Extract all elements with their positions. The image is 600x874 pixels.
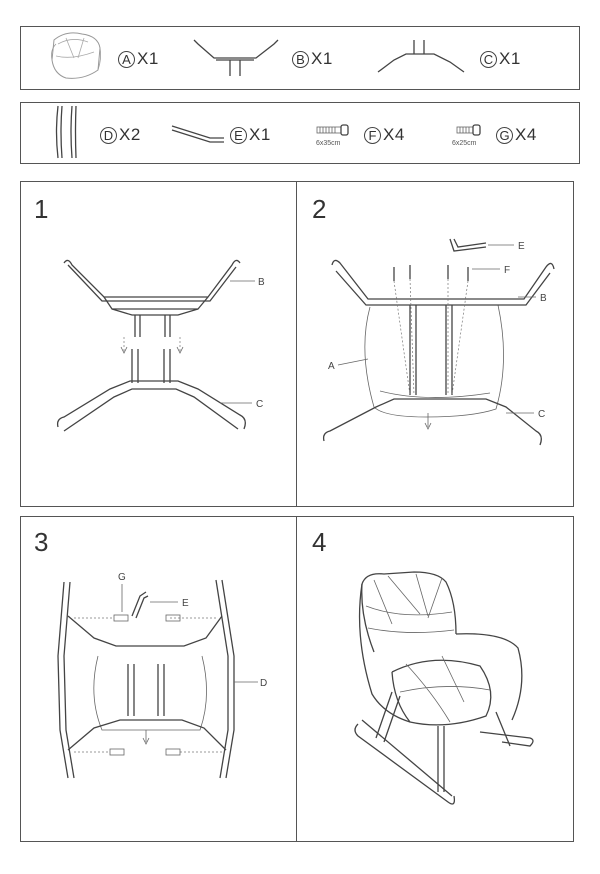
step-2-illustration bbox=[296, 181, 574, 507]
part-letter: E bbox=[230, 127, 247, 144]
callout-b: B bbox=[540, 293, 547, 304]
part-d-label bbox=[100, 125, 141, 145]
part-qty: X1 bbox=[137, 49, 159, 68]
seat-shell-icon bbox=[44, 30, 104, 84]
part-g-label bbox=[496, 125, 537, 145]
part-letter: D bbox=[100, 127, 117, 144]
part-qty: X1 bbox=[311, 49, 333, 68]
callout-e: E bbox=[518, 241, 525, 252]
part-qty: X4 bbox=[515, 125, 537, 144]
step-number: 1 bbox=[34, 194, 49, 224]
step-3-illustration bbox=[20, 516, 297, 842]
callout-b: B bbox=[258, 277, 265, 288]
part-letter: C bbox=[480, 51, 497, 68]
bolt-size-f: 6x35cm bbox=[316, 140, 341, 147]
seat-frame-icon bbox=[192, 36, 282, 80]
allen-key-icon bbox=[170, 122, 226, 144]
callout-d: D bbox=[260, 678, 268, 689]
callout-c: C bbox=[256, 399, 264, 410]
base-frame-icon bbox=[376, 36, 468, 76]
part-qty: X1 bbox=[499, 49, 521, 68]
part-qty: X4 bbox=[383, 125, 405, 144]
part-f-label bbox=[364, 125, 405, 145]
part-letter: A bbox=[118, 51, 135, 68]
callout-f: F bbox=[504, 265, 511, 276]
part-letter: G bbox=[496, 127, 513, 144]
bolt-icon bbox=[316, 124, 350, 136]
part-letter: B bbox=[292, 51, 309, 68]
part-c-label bbox=[480, 49, 521, 69]
rocker-rail-icon bbox=[52, 104, 82, 162]
step-1-illustration bbox=[20, 181, 297, 507]
step-number: 2 bbox=[312, 194, 327, 224]
part-a-label bbox=[118, 49, 159, 69]
bolt-icon bbox=[456, 124, 482, 136]
part-b-label bbox=[292, 49, 333, 69]
step-number: 4 bbox=[312, 527, 327, 557]
callout-c: C bbox=[538, 409, 546, 420]
step-number: 3 bbox=[34, 527, 49, 557]
part-qty: X2 bbox=[119, 125, 141, 144]
step-4-illustration bbox=[296, 516, 574, 842]
part-e-label bbox=[230, 125, 271, 145]
part-letter: F bbox=[364, 127, 381, 144]
bolt-size-g: 6x25cm bbox=[452, 140, 477, 147]
part-qty: X1 bbox=[249, 125, 271, 144]
callout-e: E bbox=[182, 598, 189, 609]
callout-a: A bbox=[328, 361, 335, 372]
callout-g: G bbox=[118, 572, 126, 583]
